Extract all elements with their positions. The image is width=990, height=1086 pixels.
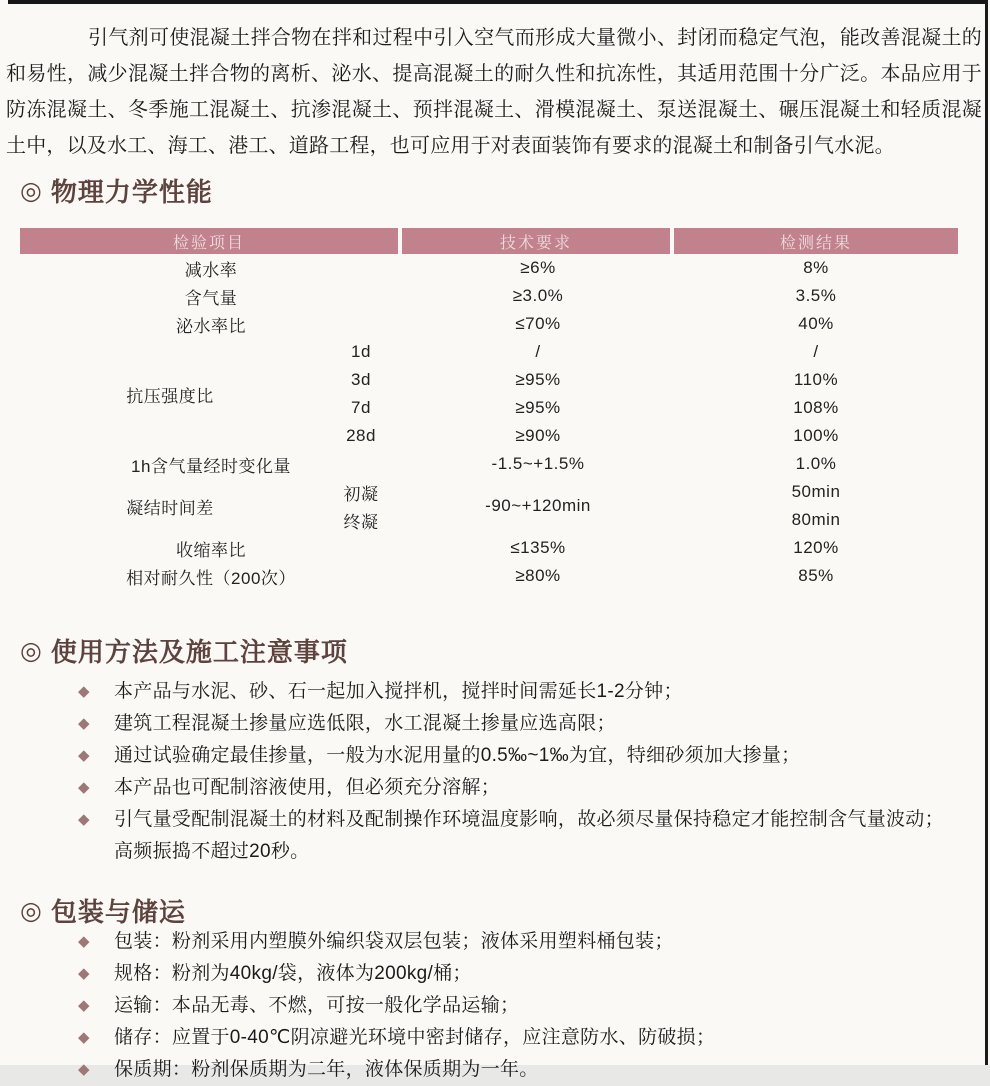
table-cell-req: -90~+120min: [485, 496, 591, 515]
section-title: 包装与储运: [50, 897, 186, 927]
section-title: 使用方法及施工注意事项: [50, 637, 348, 667]
table-cell-sub: 7d: [351, 398, 371, 417]
diamond-bullet-icon: ◆: [78, 683, 90, 700]
table-cell-sub: 28d: [346, 426, 376, 445]
list-item: [78, 772, 958, 804]
table-cell-req: ≥95%: [515, 398, 561, 417]
table-cell-item: 相对耐久性（200次）: [126, 568, 296, 588]
table-cell-item: 泌水率比: [176, 316, 246, 336]
table-cell-item: 含气量: [184, 288, 238, 308]
list-item: [78, 708, 958, 740]
table-cell-req: ≥3.0%: [512, 286, 564, 305]
diamond-bullet-icon: ◆: [78, 1061, 90, 1078]
list-item: [78, 1022, 958, 1054]
diamond-bullet-icon: ◆: [78, 997, 90, 1014]
table-cell-sub: 终凝: [343, 512, 379, 532]
spec-table-body: [20, 254, 958, 590]
table-cell-result: 40%: [798, 314, 834, 333]
table-cell-req: ≤70%: [515, 314, 561, 333]
diamond-bullet-icon: ◆: [78, 811, 90, 828]
table-cell-item: 收缩率比: [176, 540, 246, 560]
table-cell-result: 80min: [791, 510, 841, 529]
table-cell-req: /: [535, 342, 541, 361]
intro-paragraph: 引气剂可使混凝土拌合物在拌和过程中引入空气而形成大量微小、封闭而稳定气泡，能改善混凝土的和易性，减少混凝土拌合物的离析、泌水、提高混凝土的耐久性和抗冻性，其适用范围十分广泛。本品应用于防冻混凝土、冬季施工混凝土、抗渗混凝土、预拌混凝土、滑模混凝土、泵送混凝土、碾压混凝土和轻质混凝土中，以及水工、海工、港工、道路工程，也可应用于对表面装饰有要求的混凝土和制备引气水泥。: [6, 27, 982, 157]
table-cell-req: ≥6%: [520, 258, 556, 277]
table-cell-result: 3.5%: [795, 286, 837, 305]
table-cell-result: 85%: [798, 566, 834, 585]
section-title: 物理力学性能: [50, 177, 213, 207]
spec-table-header-row: [20, 228, 958, 254]
packaging-bullet-list: [78, 926, 958, 1086]
header-cell-item: 检验项目: [20, 228, 402, 254]
bullet-text: 规格：粉剂为40kg/袋，液体为200kg/桶；: [114, 963, 472, 984]
top-border-rule: [8, 0, 988, 4]
section-marker-icon: ◎: [20, 896, 43, 925]
table-cell-result: 1.0%: [795, 454, 837, 473]
table-group-label-compressive: 抗压强度比: [126, 386, 214, 406]
diamond-bullet-icon: ◆: [78, 747, 90, 764]
section-heading-packaging: [20, 892, 186, 929]
table-cell-sub: 3d: [351, 370, 371, 389]
header-cell-result: 检测结果: [674, 228, 958, 254]
list-item: [78, 676, 958, 708]
bullet-text: 包装：粉剂采用内塑膜外编织袋双层包装；液体采用塑料桶包装；: [114, 931, 674, 952]
section-heading-usage: [20, 632, 348, 669]
table-cell-result: 120%: [793, 538, 839, 557]
table-cell-result: 50min: [791, 482, 841, 501]
bullet-text: 建筑工程混凝土掺量应选低限，水工混凝土掺量应选高限；: [114, 713, 616, 734]
table-cell-req: ≥95%: [515, 370, 561, 389]
spec-table: [20, 228, 958, 590]
diamond-bullet-icon: ◆: [78, 965, 90, 982]
bullet-text: 本产品也可配制溶液使用，但必须充分溶解；: [114, 777, 501, 798]
diamond-bullet-icon: ◆: [78, 1029, 90, 1046]
table-cell-req: ≥80%: [515, 566, 561, 585]
table-cell-result: /: [813, 342, 819, 361]
diamond-bullet-icon: ◆: [78, 715, 90, 732]
diamond-bullet-icon: ◆: [78, 933, 90, 950]
table-cell-result: 100%: [793, 426, 839, 445]
diamond-bullet-icon: ◆: [78, 779, 90, 796]
usage-bullet-list: [78, 676, 958, 868]
table-cell-sub: 1d: [351, 342, 371, 361]
bullet-text: 保质期：粉剂保质期为二年，液体保质期为一年。: [114, 1059, 539, 1080]
header-cell-requirement: 技术要求: [402, 228, 674, 254]
table-cell-result: 110%: [793, 370, 839, 389]
right-border-rule: [985, 0, 988, 1065]
table-cell-item: 1h含气量经时变化量: [131, 456, 291, 476]
list-item: [78, 804, 958, 868]
bullet-text: 通过试验确定最佳掺量，一般为水泥用量的0.5‰~1‰为宜，特细砂须加大掺量；: [114, 745, 801, 766]
clipped-partial-line: [78, 1054, 958, 1086]
section-marker-icon: ◎: [20, 176, 43, 205]
table-cell-sub: 初凝: [343, 484, 379, 504]
table-cell-req: ≤135%: [510, 538, 566, 557]
table-group-label-setting-time: 凝结时间差: [126, 498, 214, 518]
bullet-text: 本产品与水泥、砂、石一起加入搅拌机，搅拌时间需延长1-2分钟；: [114, 681, 683, 702]
list-item: [78, 990, 958, 1022]
section-marker-icon: ◎: [20, 636, 43, 665]
list-item: [78, 926, 958, 958]
table-cell-req: -1.5~+1.5%: [491, 454, 585, 473]
table-cell-req: ≥90%: [515, 426, 561, 445]
list-item: [78, 958, 958, 990]
bullet-text: 引气量受配制混凝土的材料及配制操作环境温度影响，故必须尽量保持稳定才能控制含气量波动；高频振捣不超过20秒。: [114, 809, 944, 862]
section-heading-physical: [20, 172, 213, 209]
list-item: [78, 740, 958, 772]
table-cell-item: 减水率: [184, 260, 238, 280]
bullet-text: 运输：本品无毒、不燃，可按一般化学品运输；: [114, 995, 520, 1016]
bullet-text: 储存：应置于0-40℃阴凉避光环境中密封储存，应注意防水、防破损；: [114, 1027, 716, 1048]
table-cell-result: 8%: [803, 258, 829, 277]
table-cell-result: 108%: [793, 398, 839, 417]
